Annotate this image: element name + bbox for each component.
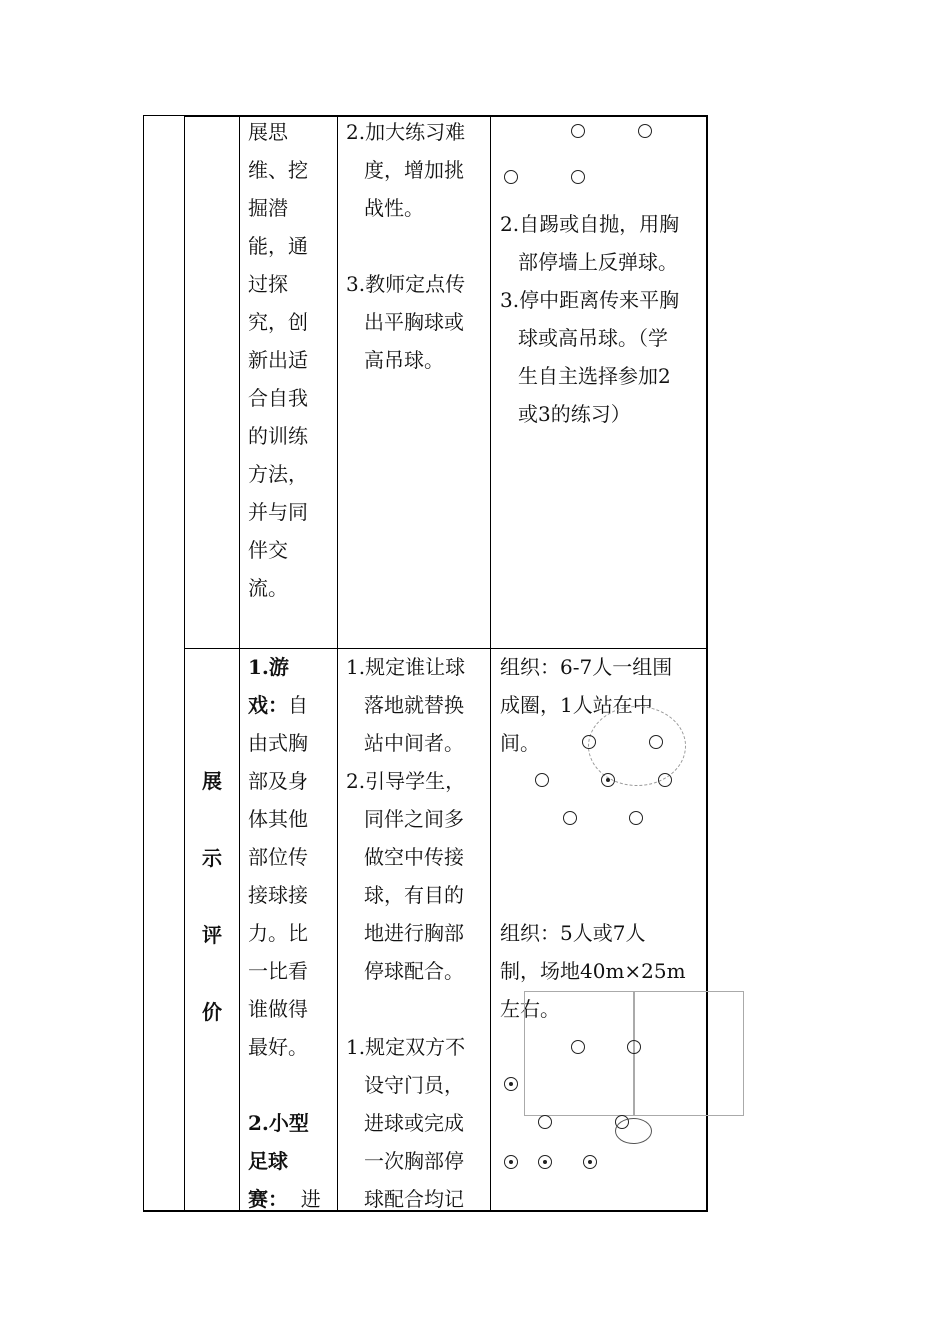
text-line: 停球配合。: [364, 959, 464, 983]
text-line: 能，通: [248, 234, 308, 258]
text-line: 战性。: [364, 196, 424, 220]
text-line: 组织：6-7人一组围: [500, 655, 673, 679]
player-marker-icon: [582, 735, 596, 749]
text-rest: 进: [288, 1187, 321, 1211]
ball-oval-icon: [615, 1118, 652, 1144]
text-line: 组织：5人或7人: [500, 921, 646, 945]
text-line: [248, 1180, 321, 1218]
player-marker-icon: [658, 773, 672, 787]
text-line: 制，场地40m×25m: [500, 959, 686, 983]
text-line: 新出适: [248, 348, 308, 372]
text-line: 伴交: [248, 538, 288, 562]
text-line: 进球或完成: [364, 1111, 464, 1135]
text-line: 3.停中距离传来平胸: [500, 288, 680, 312]
teacher-text-bottom: [346, 648, 465, 1218]
text-bold: 戏：: [248, 693, 288, 717]
table-border-left: [143, 115, 144, 1212]
text-line: 度，增加挑: [364, 158, 464, 182]
text-line: 落地就替换: [364, 693, 464, 717]
text-line: 体其他: [248, 807, 308, 831]
content-text-bottom: [248, 648, 321, 1218]
text-line: 过探: [248, 272, 288, 296]
player-marker-icon: [649, 735, 663, 749]
text-line: 左右。: [500, 997, 560, 1021]
player-marker-icon: [629, 811, 643, 825]
text-line: 部及身: [248, 769, 308, 793]
text-line: 谁做得: [248, 997, 308, 1021]
text-line: 1.游: [248, 655, 289, 679]
text-rest: 自: [288, 693, 308, 717]
text-line: 同伴之间多: [364, 807, 464, 831]
text-line: 间。: [500, 731, 540, 755]
player-marker-icon: [571, 124, 585, 138]
section-title-char: 展: [202, 769, 222, 793]
player-marker-icon: [571, 1040, 585, 1054]
player-marker-icon: [563, 811, 577, 825]
player-marker-icon: [504, 170, 518, 184]
text-line: 生自主选择参加2: [518, 364, 671, 388]
opponent-player-icon: [583, 1155, 597, 1169]
text-line: 高吊球。: [364, 348, 444, 372]
text-line: 合自我: [248, 386, 308, 410]
text-line: [346, 990, 465, 1028]
player-marker-icon: [538, 1115, 552, 1129]
player-marker-icon: [627, 1040, 641, 1054]
text-line: 由式胸: [248, 731, 308, 755]
text-line: 的训练: [248, 424, 308, 448]
text-line: 最好。: [248, 1035, 308, 1059]
text-line: 出平胸球或: [364, 310, 464, 334]
text-bold: 赛：: [248, 1187, 288, 1211]
text-line: 或3的练习）: [518, 402, 631, 426]
teacher-text-top: [346, 113, 465, 379]
text-line: 1.规定谁让球: [346, 655, 466, 679]
player-marker-icon: [638, 124, 652, 138]
text-line: [248, 1066, 321, 1104]
goal-text-top: [248, 113, 308, 607]
text-line: 掘潜: [248, 196, 288, 220]
opponent-player-icon: [504, 1077, 518, 1091]
text-line: 球配合均记: [364, 1187, 464, 1211]
section-title-char: 示: [202, 846, 222, 870]
pitch-right-half: [633, 991, 744, 1116]
opponent-player-icon: [538, 1155, 552, 1169]
column-divider-4: [490, 115, 491, 1212]
column-divider-2: [239, 115, 240, 1212]
text-line: 2.加大练习难: [346, 120, 466, 144]
text-line: 成圈，1人站在中: [500, 693, 653, 717]
text-line: 展思: [248, 120, 288, 144]
text-line: 接球接: [248, 883, 308, 907]
text-line: [346, 227, 465, 265]
text-line: 并与同: [248, 500, 308, 524]
text-line: 1.规定双方不: [346, 1035, 466, 1059]
table-border-top-left: [143, 115, 185, 116]
text-line: 维、挖: [248, 158, 308, 182]
section-title-char: 价: [202, 1000, 222, 1024]
text-line: 一比看: [248, 959, 308, 983]
text-line: 设守门员，: [364, 1073, 464, 1097]
student-text-top: [500, 205, 679, 433]
text-line: 一次胸部停: [364, 1149, 464, 1173]
text-line: 部停墙上反弹球。: [518, 250, 678, 274]
text-line: 2.小型: [248, 1111, 309, 1135]
text-line: 力。比: [248, 921, 308, 945]
text-line: 3.教师定点传: [346, 272, 466, 296]
text-line: 球或高吊球。（学: [518, 326, 668, 350]
text-line: 足球: [248, 1149, 288, 1173]
opponent-player-icon: [504, 1155, 518, 1169]
text-line: 地进行胸部: [364, 921, 464, 945]
text-line: 究，创: [248, 310, 308, 334]
player-marker-icon: [571, 170, 585, 184]
text-line: 2.引导学生，: [346, 769, 466, 793]
text-line: 流。: [248, 576, 288, 600]
player-marker-icon: [535, 773, 549, 787]
text-line: 部位传: [248, 845, 308, 869]
text-line: 方法，: [248, 462, 308, 486]
text-line: [248, 686, 321, 724]
text-line: 站中间者。: [364, 731, 464, 755]
column-divider-3: [337, 115, 338, 1212]
text-line: 2.自踢或自抛，用胸: [500, 212, 680, 236]
text-line: 做空中传接: [364, 845, 464, 869]
text-line: 球，有目的: [364, 883, 464, 907]
center-player-icon: [601, 773, 615, 787]
section-title-char: 评: [202, 923, 222, 947]
column-divider-1: [184, 115, 185, 1212]
section-title: [200, 762, 224, 1070]
